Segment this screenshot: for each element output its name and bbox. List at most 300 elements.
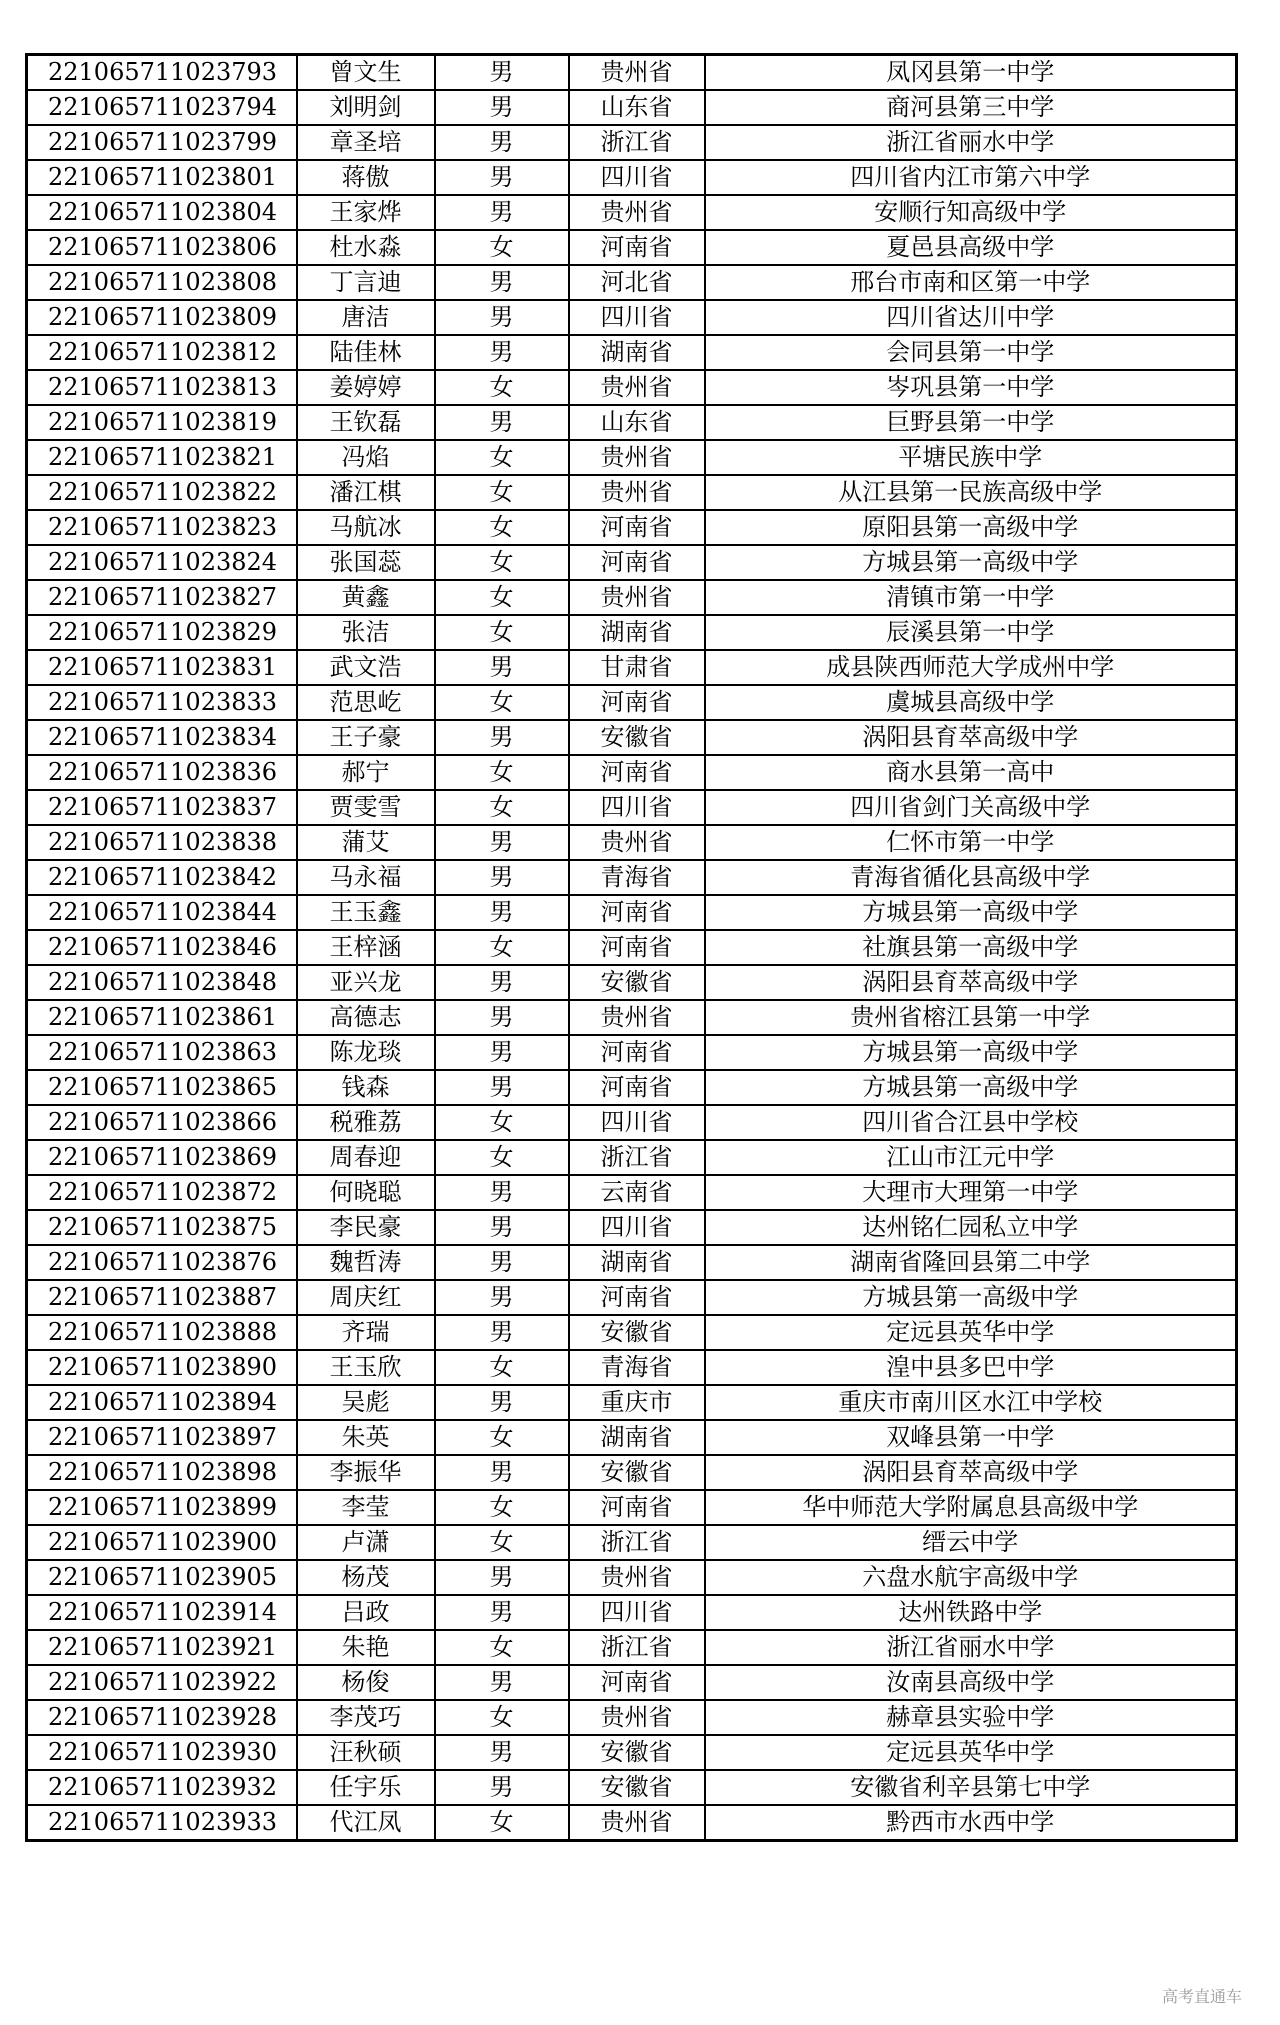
- school-cell: 缙云中学: [705, 1525, 1237, 1560]
- school-cell: 大理市大理第一中学: [705, 1175, 1237, 1210]
- school-cell: 方城县第一高级中学: [705, 1035, 1237, 1070]
- gender-cell: 男: [435, 335, 569, 370]
- gender-cell: 男: [435, 160, 569, 195]
- candidate-id-cell: 221065711023831: [27, 650, 297, 685]
- name-cell: 李茂巧: [297, 1700, 435, 1735]
- gender-cell: 男: [435, 90, 569, 125]
- province-cell: 贵州省: [569, 195, 705, 230]
- school-cell: 仁怀市第一中学: [705, 825, 1237, 860]
- gender-cell: 男: [435, 405, 569, 440]
- gender-cell: 女: [435, 440, 569, 475]
- candidate-id-cell: 221065711023932: [27, 1770, 297, 1805]
- candidate-id-cell: 221065711023821: [27, 440, 297, 475]
- school-cell: 商水县第一高中: [705, 755, 1237, 790]
- gender-cell: 女: [435, 1525, 569, 1560]
- name-cell: 蒋傲: [297, 160, 435, 195]
- province-cell: 贵州省: [569, 1560, 705, 1595]
- gender-cell: 男: [435, 195, 569, 230]
- table-row: [27, 195, 1237, 230]
- school-cell: 涡阳县育萃高级中学: [705, 1455, 1237, 1490]
- candidate-id-cell: 221065711023894: [27, 1385, 297, 1420]
- school-cell: 虞城县高级中学: [705, 685, 1237, 720]
- candidate-id-cell: 221065711023809: [27, 300, 297, 335]
- gender-cell: 男: [435, 1175, 569, 1210]
- candidate-id-cell: 221065711023905: [27, 1560, 297, 1595]
- table-row: [27, 1455, 1237, 1490]
- gender-cell: 男: [435, 1280, 569, 1315]
- gender-cell: 男: [435, 965, 569, 1000]
- gender-cell: 女: [435, 1105, 569, 1140]
- table-row: [27, 825, 1237, 860]
- gender-cell: 女: [435, 230, 569, 265]
- school-cell: 辰溪县第一中学: [705, 615, 1237, 650]
- candidate-id-cell: 221065711023921: [27, 1630, 297, 1665]
- name-cell: 唐洁: [297, 300, 435, 335]
- gender-cell: 男: [435, 825, 569, 860]
- name-cell: 税雅荔: [297, 1105, 435, 1140]
- name-cell: 亚兴龙: [297, 965, 435, 1000]
- gender-cell: 女: [435, 545, 569, 580]
- candidate-id-cell: 221065711023888: [27, 1315, 297, 1350]
- table-row: [27, 1735, 1237, 1770]
- school-cell: 夏邑县高级中学: [705, 230, 1237, 265]
- candidate-id-cell: 221065711023933: [27, 1805, 297, 1841]
- school-cell: 商河县第三中学: [705, 90, 1237, 125]
- gender-cell: 女: [435, 1805, 569, 1841]
- name-cell: 任宇乐: [297, 1770, 435, 1805]
- province-cell: 河南省: [569, 685, 705, 720]
- school-cell: 成县陕西师范大学成州中学: [705, 650, 1237, 685]
- school-cell: 安徽省利辛县第七中学: [705, 1770, 1237, 1805]
- gender-cell: 男: [435, 1560, 569, 1595]
- name-cell: 李振华: [297, 1455, 435, 1490]
- table-row: [27, 510, 1237, 545]
- school-cell: 从江县第一民族高级中学: [705, 475, 1237, 510]
- gender-cell: 女: [435, 1490, 569, 1525]
- school-cell: 四川省剑门关高级中学: [705, 790, 1237, 825]
- province-cell: 河南省: [569, 545, 705, 580]
- candidate-table-body: [27, 55, 1237, 1841]
- candidate-id-cell: 221065711023836: [27, 755, 297, 790]
- name-cell: 朱艳: [297, 1630, 435, 1665]
- name-cell: 武文浩: [297, 650, 435, 685]
- gender-cell: 男: [435, 650, 569, 685]
- school-cell: 定远县英华中学: [705, 1315, 1237, 1350]
- table-row: [27, 615, 1237, 650]
- table-row: [27, 90, 1237, 125]
- table-row: [27, 1700, 1237, 1735]
- table-row: [27, 1175, 1237, 1210]
- gender-cell: 女: [435, 1140, 569, 1175]
- school-cell: 方城县第一高级中学: [705, 895, 1237, 930]
- table-row: [27, 265, 1237, 300]
- candidate-id-cell: 221065711023827: [27, 580, 297, 615]
- gender-cell: 女: [435, 930, 569, 965]
- table-row: [27, 650, 1237, 685]
- school-cell: 青海省循化县高级中学: [705, 860, 1237, 895]
- province-cell: 青海省: [569, 1350, 705, 1385]
- candidate-id-cell: 221065711023887: [27, 1280, 297, 1315]
- province-cell: 河南省: [569, 755, 705, 790]
- table-row: [27, 335, 1237, 370]
- candidate-id-cell: 221065711023863: [27, 1035, 297, 1070]
- school-cell: 浙江省丽水中学: [705, 125, 1237, 160]
- school-cell: 巨野县第一中学: [705, 405, 1237, 440]
- province-cell: 浙江省: [569, 1525, 705, 1560]
- table-row: [27, 1280, 1237, 1315]
- school-cell: 湖南省隆回县第二中学: [705, 1245, 1237, 1280]
- province-cell: 湖南省: [569, 1420, 705, 1455]
- province-cell: 青海省: [569, 860, 705, 895]
- table-row: [27, 1630, 1237, 1665]
- table-row: [27, 1595, 1237, 1630]
- school-cell: 重庆市南川区水江中学校: [705, 1385, 1237, 1420]
- table-row: [27, 1420, 1237, 1455]
- province-cell: 安徽省: [569, 1735, 705, 1770]
- school-cell: 双峰县第一中学: [705, 1420, 1237, 1455]
- gender-cell: 男: [435, 55, 569, 91]
- table-row: [27, 1245, 1237, 1280]
- school-cell: 贵州省榕江县第一中学: [705, 1000, 1237, 1035]
- school-cell: 方城县第一高级中学: [705, 1070, 1237, 1105]
- province-cell: 贵州省: [569, 825, 705, 860]
- watermark-text: 高考直通车: [1161, 1987, 1242, 2006]
- table-row: [27, 160, 1237, 195]
- province-cell: 贵州省: [569, 1700, 705, 1735]
- province-cell: 河南省: [569, 1490, 705, 1525]
- candidate-id-cell: 221065711023794: [27, 90, 297, 125]
- gender-cell: 女: [435, 755, 569, 790]
- gender-cell: 女: [435, 1700, 569, 1735]
- gender-cell: 女: [435, 580, 569, 615]
- province-cell: 四川省: [569, 790, 705, 825]
- province-cell: 山东省: [569, 405, 705, 440]
- province-cell: 贵州省: [569, 440, 705, 475]
- gender-cell: 女: [435, 475, 569, 510]
- name-cell: 丁言迪: [297, 265, 435, 300]
- province-cell: 贵州省: [569, 370, 705, 405]
- table-row: [27, 1560, 1237, 1595]
- candidate-id-cell: 221065711023823: [27, 510, 297, 545]
- province-cell: 河南省: [569, 1280, 705, 1315]
- candidate-id-cell: 221065711023872: [27, 1175, 297, 1210]
- name-cell: 马永福: [297, 860, 435, 895]
- school-cell: 清镇市第一中学: [705, 580, 1237, 615]
- candidate-id-cell: 221065711023824: [27, 545, 297, 580]
- province-cell: 河北省: [569, 265, 705, 300]
- province-cell: 安徽省: [569, 1315, 705, 1350]
- table-row: [27, 300, 1237, 335]
- school-cell: 邢台市南和区第一中学: [705, 265, 1237, 300]
- candidate-id-cell: 221065711023829: [27, 615, 297, 650]
- candidate-id-cell: 221065711023833: [27, 685, 297, 720]
- province-cell: 浙江省: [569, 1140, 705, 1175]
- school-cell: 定远县英华中学: [705, 1735, 1237, 1770]
- school-cell: 涡阳县育萃高级中学: [705, 965, 1237, 1000]
- candidate-id-cell: 221065711023813: [27, 370, 297, 405]
- candidate-id-cell: 221065711023799: [27, 125, 297, 160]
- province-cell: 重庆市: [569, 1385, 705, 1420]
- name-cell: 张国蕊: [297, 545, 435, 580]
- name-cell: 刘明剑: [297, 90, 435, 125]
- province-cell: 湖南省: [569, 615, 705, 650]
- table-row: [27, 230, 1237, 265]
- candidate-id-cell: 221065711023846: [27, 930, 297, 965]
- name-cell: 钱森: [297, 1070, 435, 1105]
- school-cell: 黔西市水西中学: [705, 1805, 1237, 1841]
- name-cell: 何晓聪: [297, 1175, 435, 1210]
- name-cell: 周庆红: [297, 1280, 435, 1315]
- school-cell: 达州铭仁园私立中学: [705, 1210, 1237, 1245]
- table-row: [27, 1525, 1237, 1560]
- name-cell: 周春迎: [297, 1140, 435, 1175]
- province-cell: 安徽省: [569, 965, 705, 1000]
- table-row: [27, 790, 1237, 825]
- table-row: [27, 545, 1237, 580]
- gender-cell: 女: [435, 615, 569, 650]
- gender-cell: 男: [435, 1000, 569, 1035]
- name-cell: 潘江棋: [297, 475, 435, 510]
- school-cell: 赫章县实验中学: [705, 1700, 1237, 1735]
- table-row: [27, 1070, 1237, 1105]
- name-cell: 马航冰: [297, 510, 435, 545]
- candidate-id-cell: 221065711023806: [27, 230, 297, 265]
- name-cell: 李民豪: [297, 1210, 435, 1245]
- province-cell: 安徽省: [569, 1455, 705, 1490]
- school-cell: 安顺行知高级中学: [705, 195, 1237, 230]
- candidate-id-cell: 221065711023834: [27, 720, 297, 755]
- province-cell: 云南省: [569, 1175, 705, 1210]
- name-cell: 杨俊: [297, 1665, 435, 1700]
- name-cell: 郝宁: [297, 755, 435, 790]
- school-cell: 四川省达川中学: [705, 300, 1237, 335]
- school-cell: 四川省合江县中学校: [705, 1105, 1237, 1140]
- candidate-id-cell: 221065711023844: [27, 895, 297, 930]
- table-row: [27, 965, 1237, 1000]
- candidate-id-cell: 221065711023875: [27, 1210, 297, 1245]
- table-row: [27, 1770, 1237, 1805]
- candidate-id-cell: 221065711023842: [27, 860, 297, 895]
- name-cell: 李莹: [297, 1490, 435, 1525]
- province-cell: 湖南省: [569, 1245, 705, 1280]
- school-cell: 江山市江元中学: [705, 1140, 1237, 1175]
- table-row: [27, 755, 1237, 790]
- gender-cell: 男: [435, 1595, 569, 1630]
- candidate-id-cell: 221065711023793: [27, 55, 297, 91]
- school-cell: 平塘民族中学: [705, 440, 1237, 475]
- table-row: [27, 55, 1237, 91]
- gender-cell: 女: [435, 685, 569, 720]
- province-cell: 甘肃省: [569, 650, 705, 685]
- candidate-id-cell: 221065711023890: [27, 1350, 297, 1385]
- gender-cell: 女: [435, 510, 569, 545]
- name-cell: 杨茂: [297, 1560, 435, 1595]
- name-cell: 张洁: [297, 615, 435, 650]
- school-cell: 湟中县多巴中学: [705, 1350, 1237, 1385]
- name-cell: 姜婷婷: [297, 370, 435, 405]
- province-cell: 河南省: [569, 1035, 705, 1070]
- name-cell: 贾雯雪: [297, 790, 435, 825]
- table-row: [27, 1350, 1237, 1385]
- gender-cell: 男: [435, 125, 569, 160]
- school-cell: 华中师范大学附属息县高级中学: [705, 1490, 1237, 1525]
- table-row: [27, 895, 1237, 930]
- candidate-table: [25, 53, 1238, 1842]
- province-cell: 河南省: [569, 895, 705, 930]
- name-cell: 王钦磊: [297, 405, 435, 440]
- gender-cell: 女: [435, 790, 569, 825]
- candidate-id-cell: 221065711023869: [27, 1140, 297, 1175]
- name-cell: 王玉鑫: [297, 895, 435, 930]
- table-row: [27, 405, 1237, 440]
- gender-cell: 男: [435, 1665, 569, 1700]
- name-cell: 蒲艾: [297, 825, 435, 860]
- name-cell: 王玉欣: [297, 1350, 435, 1385]
- school-cell: 岑巩县第一中学: [705, 370, 1237, 405]
- province-cell: 山东省: [569, 90, 705, 125]
- province-cell: 河南省: [569, 930, 705, 965]
- gender-cell: 男: [435, 1770, 569, 1805]
- candidate-id-cell: 221065711023861: [27, 1000, 297, 1035]
- gender-cell: 女: [435, 370, 569, 405]
- gender-cell: 男: [435, 300, 569, 335]
- candidate-id-cell: 221065711023819: [27, 405, 297, 440]
- candidate-id-cell: 221065711023822: [27, 475, 297, 510]
- name-cell: 杜水淼: [297, 230, 435, 265]
- candidate-id-cell: 221065711023848: [27, 965, 297, 1000]
- name-cell: 卢潇: [297, 1525, 435, 1560]
- province-cell: 浙江省: [569, 125, 705, 160]
- school-cell: 汝南县高级中学: [705, 1665, 1237, 1700]
- name-cell: 朱英: [297, 1420, 435, 1455]
- name-cell: 代江凤: [297, 1805, 435, 1841]
- name-cell: 王梓涵: [297, 930, 435, 965]
- name-cell: 王子豪: [297, 720, 435, 755]
- province-cell: 河南省: [569, 1070, 705, 1105]
- table-row: [27, 475, 1237, 510]
- name-cell: 齐瑞: [297, 1315, 435, 1350]
- gender-cell: 男: [435, 1315, 569, 1350]
- province-cell: 贵州省: [569, 580, 705, 615]
- table-row: [27, 580, 1237, 615]
- table-row: [27, 125, 1237, 160]
- name-cell: 陈龙琰: [297, 1035, 435, 1070]
- name-cell: 黄鑫: [297, 580, 435, 615]
- candidate-id-cell: 221065711023876: [27, 1245, 297, 1280]
- school-cell: 会同县第一中学: [705, 335, 1237, 370]
- gender-cell: 女: [435, 1420, 569, 1455]
- province-cell: 四川省: [569, 160, 705, 195]
- province-cell: 四川省: [569, 300, 705, 335]
- name-cell: 高德志: [297, 1000, 435, 1035]
- table-row: [27, 720, 1237, 755]
- gender-cell: 女: [435, 1630, 569, 1665]
- province-cell: 安徽省: [569, 1770, 705, 1805]
- table-row: [27, 1665, 1237, 1700]
- school-cell: 方城县第一高级中学: [705, 1280, 1237, 1315]
- school-cell: 社旗县第一高级中学: [705, 930, 1237, 965]
- province-cell: 河南省: [569, 230, 705, 265]
- name-cell: 吴彪: [297, 1385, 435, 1420]
- candidate-id-cell: 221065711023804: [27, 195, 297, 230]
- gender-cell: 男: [435, 1735, 569, 1770]
- gender-cell: 男: [435, 1455, 569, 1490]
- table-row: [27, 1000, 1237, 1035]
- name-cell: 魏哲涛: [297, 1245, 435, 1280]
- province-cell: 湖南省: [569, 335, 705, 370]
- table-row: [27, 1035, 1237, 1070]
- school-cell: 达州铁路中学: [705, 1595, 1237, 1630]
- name-cell: 汪秋硕: [297, 1735, 435, 1770]
- province-cell: 河南省: [569, 510, 705, 545]
- school-cell: 浙江省丽水中学: [705, 1630, 1237, 1665]
- name-cell: 王家烨: [297, 195, 435, 230]
- gender-cell: 男: [435, 1210, 569, 1245]
- table-row: [27, 1490, 1237, 1525]
- name-cell: 曾文生: [297, 55, 435, 91]
- province-cell: 安徽省: [569, 720, 705, 755]
- candidate-id-cell: 221065711023899: [27, 1490, 297, 1525]
- candidate-id-cell: 221065711023866: [27, 1105, 297, 1140]
- gender-cell: 男: [435, 1245, 569, 1280]
- gender-cell: 男: [435, 895, 569, 930]
- candidate-id-cell: 221065711023837: [27, 790, 297, 825]
- province-cell: 贵州省: [569, 475, 705, 510]
- name-cell: 吕政: [297, 1595, 435, 1630]
- candidate-id-cell: 221065711023897: [27, 1420, 297, 1455]
- province-cell: 四川省: [569, 1595, 705, 1630]
- table-row: [27, 1385, 1237, 1420]
- table-row: [27, 930, 1237, 965]
- candidate-id-cell: 221065711023898: [27, 1455, 297, 1490]
- candidate-id-cell: 221065711023930: [27, 1735, 297, 1770]
- table-row: [27, 1140, 1237, 1175]
- gender-cell: 男: [435, 265, 569, 300]
- table-row: [27, 1315, 1237, 1350]
- name-cell: 陆佳林: [297, 335, 435, 370]
- candidate-id-cell: 221065711023838: [27, 825, 297, 860]
- candidate-id-cell: 221065711023808: [27, 265, 297, 300]
- gender-cell: 男: [435, 1385, 569, 1420]
- name-cell: 范思屹: [297, 685, 435, 720]
- province-cell: 四川省: [569, 1210, 705, 1245]
- table-row: [27, 1210, 1237, 1245]
- table-row: [27, 440, 1237, 475]
- name-cell: 章圣培: [297, 125, 435, 160]
- candidate-id-cell: 221065711023928: [27, 1700, 297, 1735]
- gender-cell: 男: [435, 720, 569, 755]
- gender-cell: 男: [435, 1035, 569, 1070]
- gender-cell: 男: [435, 860, 569, 895]
- school-cell: 六盘水航宇高级中学: [705, 1560, 1237, 1595]
- table-row: [27, 685, 1237, 720]
- gender-cell: 男: [435, 1070, 569, 1105]
- province-cell: 贵州省: [569, 55, 705, 91]
- candidate-id-cell: 221065711023922: [27, 1665, 297, 1700]
- candidate-id-cell: 221065711023865: [27, 1070, 297, 1105]
- school-cell: 涡阳县育萃高级中学: [705, 720, 1237, 755]
- table-row: [27, 1105, 1237, 1140]
- province-cell: 四川省: [569, 1105, 705, 1140]
- name-cell: 冯焰: [297, 440, 435, 475]
- table-row: [27, 1805, 1237, 1841]
- province-cell: 贵州省: [569, 1000, 705, 1035]
- table-row: [27, 370, 1237, 405]
- school-cell: 方城县第一高级中学: [705, 545, 1237, 580]
- school-cell: 凤冈县第一中学: [705, 55, 1237, 91]
- school-cell: 四川省内江市第六中学: [705, 160, 1237, 195]
- candidate-id-cell: 221065711023801: [27, 160, 297, 195]
